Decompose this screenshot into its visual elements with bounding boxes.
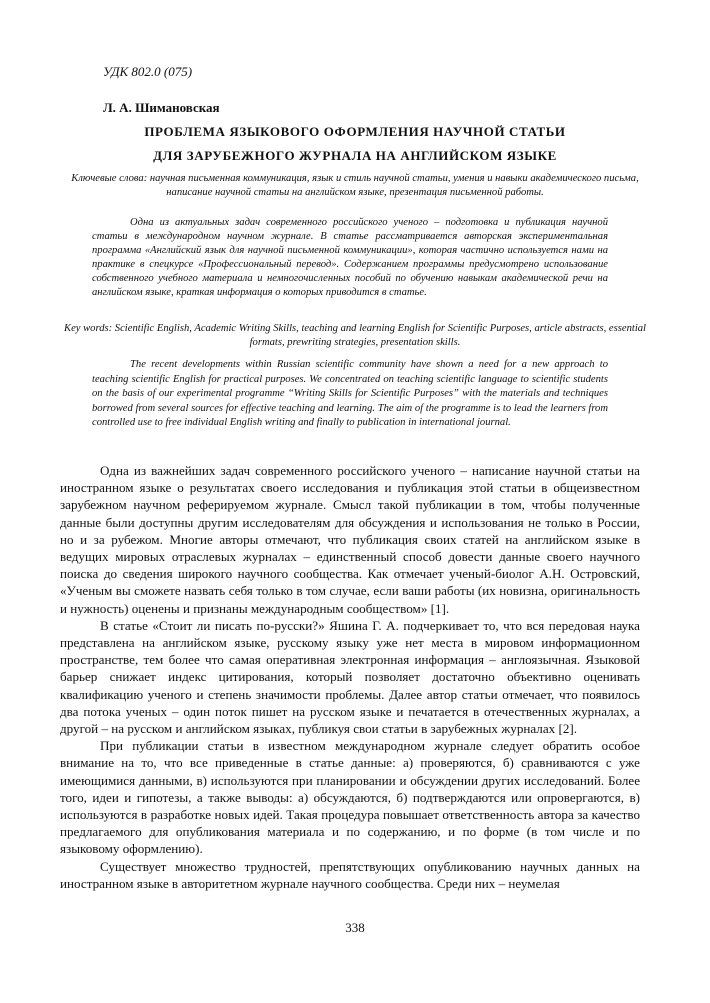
article-body [60, 462, 640, 892]
udk-code: УДК 802.0 (075) [103, 64, 193, 79]
abstract-russian: Одна из актуальных задач современного российского ученого – подготовка и публикация научной статьи в международном научном журнале. В статье рассматривается авторская экспериментальная программа «Английский язык для научной письменной коммуникации», которая частично используется нами на практике в спецкурсе «Профессиональный перевод». Содержанием программы предусмотрено использование собственного учебного материала и немногочисленных пособий по обучению навыкам академической речи на английском языке, краткая информация о которых приводится в статье. [92, 217, 608, 298]
author-name: Л. А. Шимановская [103, 100, 220, 115]
body-paragraph: В статье «Стоит ли писать по-русски?» Яшина Г. А. подчеркивает то, что вся передовая наука представлена на английском языке, русскому языку уже нет места в мировом информационном пространстве, тем более что самая оперативная электронная информация – англоязычная. Языковой барьер снижает индекс цитирования, который позволяет достаточно объективно оценивать квалификацию ученого и степень значимости проблемы. Далее автор статьи отмечает, что появилось два потока ученых – один поток пишет на русском языке и печатается в отечественных журналах, а другой – на русском и английском языках, публикуя свои статьи в зарубежных журналах [2]. [60, 617, 640, 737]
body-paragraph: При публикации статьи в известном международном журнале следует обратить особое внимание на то, что все приведенные в статье данные: а) проверяются, б) сравниваются с уже имеющимися данными, в) используются при планировании и обсуждении других исследований. Более того, идеи и гипотезы, а также выводы: а) обсуждаются, б) подтверждаются или опровергаются, в) используются в разработке новых идей. Такая процедура повышает ответственность автора за качество предлагаемого для опубликования материала и по содержанию, и по форме (в том числе и по языковому оформлению). [60, 738, 640, 857]
keywords-russian: Ключевые слова: научная письменная коммуникация, язык и стиль научной статьи, умения и навыки академического письма, написание научной статьи на английском языке, презентация письменной работы. [71, 173, 639, 198]
body-paragraph: Существует множество трудностей, препятствующих опубликованию научных данных на иностранном языке в авторитетном журнале научного сообщества. Среди них – неумелая [60, 858, 640, 891]
article-title-line-1: ПРОБЛЕМА ЯЗЫКОВОГО ОФОРМЛЕНИЯ НАУЧНОЙ СТАТЬИ [144, 124, 566, 139]
body-paragraph: Одна из важнейших задач современного российского ученого – написание научной статьи на иностранном языке о результатах своего исследования и публикация этой статьи в общеизвестном зарубежном научном реферируемом журнале. Смысл такой публикации в том, чтобы полученные данные были доступны другим исследователям для обсуждения и использования не только в России, но и за рубежом. Многие авторы отмечают, что публикация своих статей на английском языке в ведущих мировых отраслевых журналах – единственный способ довести данные своего научного поиска до сведения широкого научного сообщества. Как отмечает ученый-биолог А.Н. Островский, «Ученым вы сможете назвать себя только в том случае, если ваши работы (их новизна, оригинальность и нужность) оценены и признаны международным сообществом» [1]. [60, 463, 640, 616]
page-number: 338 [345, 920, 365, 935]
abstract-english: The recent developments within Russian scientific community have shown a need for a new approach to teaching scientific English for practical purposes. We concentrated on teaching scientific language to scientific students on the basis of our experimental programme “Writing Skills for Scientific Purposes” with the materials and techniques borrowed from several sources for effective teaching and learning. The aim of the programme is to lead the learners from controlled use to free individual English writing and finally to publication in international journal. [92, 359, 608, 428]
article-title-line-2: ДЛЯ ЗАРУБЕЖНОГО ЖУРНАЛА НА АНГЛИЙСКОМ ЯЗЫКЕ [153, 148, 557, 163]
keywords-english: Key words: Scientific English, Academic Writing Skills, teaching and learning English for Scientific Purposes, article abstracts, essential formats, prewriting strategies, presentation skills. [64, 323, 646, 348]
